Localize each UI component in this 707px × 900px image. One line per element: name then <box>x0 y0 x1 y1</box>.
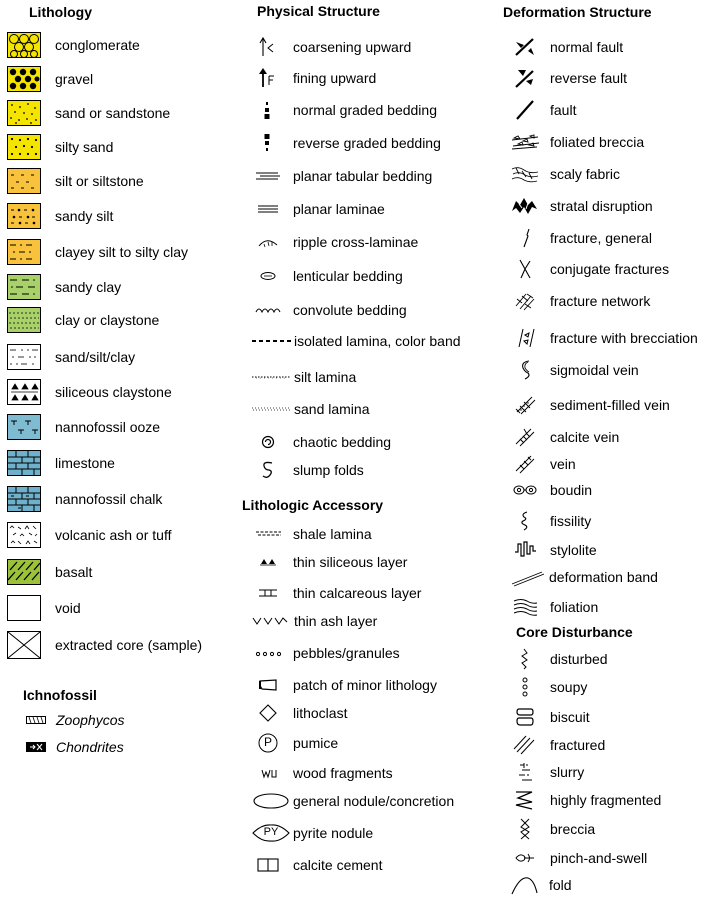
breccia-icon <box>512 818 538 840</box>
disturbance-item-soupy <box>512 673 587 701</box>
clay-swatch <box>7 307 41 333</box>
deformation-label: conjugate fractures <box>550 261 670 277</box>
fault-icon <box>512 99 538 121</box>
disturbance-label: soupy <box>550 679 588 695</box>
lithology-heading: Lithology <box>29 4 92 20</box>
pebbles-granules-icon <box>255 642 285 664</box>
lithology-label: sandy silt <box>55 208 114 224</box>
lithology-item-conglomerate <box>7 31 140 59</box>
disturbed-icon <box>512 648 538 670</box>
accessory-item-calcareous-layer <box>255 579 421 607</box>
pyrite-nodule-icon <box>252 822 290 844</box>
disturbance-item-biscuit <box>512 703 590 731</box>
physical-item-convolute <box>255 296 407 324</box>
ichnofossil-label: Chondrites <box>56 739 124 755</box>
deformation-label: stratal disruption <box>550 198 653 214</box>
physical-item-lenticular <box>255 262 403 290</box>
deformation-label: deformation band <box>549 569 658 585</box>
lithology-item-limestone <box>7 449 115 477</box>
deformation-item-sediment-filled-vein <box>512 391 670 419</box>
disturbance-item-highly-fragmented <box>512 786 661 814</box>
accessory-item-shale-lamina <box>255 520 372 548</box>
soupy-icon <box>512 676 538 698</box>
lenticular-bedding-icon <box>255 265 281 287</box>
lithology-item-extracted-core <box>7 631 202 659</box>
lithology-item-nannofossil-ooze <box>7 413 160 441</box>
deformation-item-fracture-brecciation <box>512 324 698 352</box>
physical-label: fining upward <box>293 70 377 86</box>
silty-sand-swatch <box>7 134 41 160</box>
boudin-icon <box>512 479 538 501</box>
physical-label: chaotic bedding <box>293 434 392 450</box>
pumice-icon <box>255 732 281 754</box>
lithology-label: clay or claystone <box>55 312 160 328</box>
physical-item-planar-tabular <box>255 162 432 190</box>
disturbance-label: fold <box>549 877 572 893</box>
thin-ash-layer-icon <box>252 610 288 632</box>
sand-lamina-icon <box>252 398 290 420</box>
chaotic-bedding-icon <box>255 431 281 453</box>
highly-fragmented-icon <box>512 789 538 811</box>
deformation-label: fault <box>550 102 577 118</box>
silt-lamina-icon <box>252 366 290 388</box>
convolute-bedding-icon <box>255 299 281 321</box>
accessory-item-ash-layer <box>252 607 377 635</box>
disturbance-item-disturbed <box>512 645 608 673</box>
fissility-icon <box>512 510 538 532</box>
physical-item-reverse-graded <box>255 129 441 157</box>
lithology-label: gravel <box>55 71 94 87</box>
deformation-item-reverse-fault <box>512 64 627 92</box>
disturbance-label: biscuit <box>550 709 590 725</box>
accessory-item-wood <box>255 759 393 787</box>
disturbance-item-breccia <box>512 815 595 843</box>
physical-item-isolated-lamina <box>252 327 461 355</box>
disturbance-item-pinch-and-swell <box>512 844 647 872</box>
sand-silt-clay-swatch <box>7 344 41 370</box>
accessory-label: wood fragments <box>293 765 393 781</box>
physical-item-silt-lamina <box>252 363 356 391</box>
physical-label: normal graded bedding <box>293 102 437 118</box>
accessory-label: shale lamina <box>293 526 372 542</box>
disturbance-item-fractured <box>512 731 605 759</box>
lithology-label: sand/silt/clay <box>55 349 136 365</box>
physical-item-chaotic <box>255 428 391 456</box>
deformation-label: normal fault <box>550 39 624 55</box>
lithology-item-sand <box>7 99 170 127</box>
deformation-label: sigmoidal vein <box>550 362 639 378</box>
deformation-structure-heading: Deformation Structure <box>503 4 652 20</box>
lithology-label: extracted core (sample) <box>55 637 203 653</box>
physical-label: reverse graded bedding <box>293 135 441 151</box>
pumice-glyph: P <box>263 735 272 749</box>
accessory-label: lithoclast <box>293 705 348 721</box>
disturbance-label: disturbed <box>550 651 608 667</box>
deformation-label: fracture with brecciation <box>550 330 698 346</box>
reverse-fault-icon <box>512 67 538 89</box>
conjugate-fractures-icon <box>512 258 538 280</box>
deformation-item-stylolite <box>512 536 597 564</box>
stylolite-icon <box>512 539 538 561</box>
physical-item-normal-graded <box>255 96 437 124</box>
lithology-item-clayey-silt <box>7 238 188 266</box>
deformation-band-icon <box>510 566 544 588</box>
ichnofossil-item-zoophycos <box>26 706 124 734</box>
physical-label: planar laminae <box>293 201 385 217</box>
accessory-label: calcite cement <box>293 857 383 873</box>
lithology-label: nannofossil chalk <box>55 491 163 507</box>
lithology-item-siliceous-claystone <box>7 378 172 406</box>
sandy-silt-swatch <box>7 203 41 229</box>
physical-label: isolated lamina, color band <box>294 333 461 349</box>
deformation-label: reverse fault <box>550 70 628 86</box>
disturbance-label: slurry <box>550 764 585 780</box>
pinch-and-swell-icon <box>512 847 538 869</box>
disturbance-label: pinch-and-swell <box>550 850 648 866</box>
nannofossil-ooze-swatch <box>7 414 41 440</box>
lithology-item-basalt <box>7 558 92 586</box>
lithology-item-silty-sand <box>7 133 113 161</box>
lithologic-accessory-heading: Lithologic Accessory <box>242 497 384 513</box>
planar-tabular-bedding-icon <box>255 165 281 187</box>
reverse-graded-bedding-icon <box>255 132 281 154</box>
deformation-item-fracture-general <box>512 224 652 252</box>
deformation-item-sigmoidal-vein <box>512 356 639 384</box>
wood-fragments-icon <box>255 762 281 784</box>
disturbance-item-fold <box>510 871 572 899</box>
fold-icon <box>510 874 540 896</box>
slurry-icon <box>512 761 538 783</box>
lithoclast-icon <box>255 702 281 724</box>
physical-label: silt lamina <box>294 369 357 385</box>
lithology-item-volcanic-ash <box>7 521 171 549</box>
lithology-label: void <box>55 600 81 616</box>
accessory-label: pebbles/granules <box>293 645 400 661</box>
lithology-label: silty sand <box>55 139 114 155</box>
accessory-label: thin ash layer <box>294 613 378 629</box>
disturbance-label: highly fragmented <box>550 792 662 808</box>
lithology-item-silt <box>7 167 144 195</box>
physical-item-ripple <box>255 228 418 256</box>
nodule-icon <box>252 790 290 812</box>
deformation-item-stratal-disruption <box>510 192 653 220</box>
normal-graded-bedding-icon <box>255 99 281 121</box>
physical-item-sand-lamina <box>252 395 370 423</box>
clayey-silt-swatch <box>7 239 41 265</box>
calcite-vein-icon <box>512 426 538 448</box>
accessory-label: thin calcareous layer <box>293 585 422 601</box>
ichnofossil-label: Zoophycos <box>56 712 125 728</box>
deformation-label: foliated breccia <box>550 134 645 150</box>
lithology-label: sandy clay <box>55 279 122 295</box>
accessory-item-nodule <box>252 787 454 815</box>
core-disturbance-heading: Core Disturbance <box>516 624 633 640</box>
sigmoidal-vein-icon <box>512 359 538 381</box>
lithology-label: volcanic ash or tuff <box>55 527 172 543</box>
deformation-item-normal-fault <box>512 33 623 61</box>
lithology-item-sandy-clay <box>7 273 121 301</box>
lithology-item-sand-silt-clay <box>7 343 135 371</box>
physical-item-fining-upward <box>255 64 376 92</box>
ripple-cross-laminae-icon <box>255 231 281 253</box>
lithology-label: basalt <box>55 564 93 580</box>
lithology-item-gravel <box>7 65 93 93</box>
physical-label: ripple cross-laminae <box>293 234 419 250</box>
deformation-label: boudin <box>550 482 593 498</box>
deformation-item-scaly-fabric <box>510 160 620 188</box>
accessory-item-pumice <box>255 729 338 757</box>
calcite-cement-icon <box>255 854 281 876</box>
conglomerate-swatch <box>7 32 41 58</box>
deformation-item-foliation <box>512 593 598 621</box>
deformation-item-vein <box>512 450 576 478</box>
fracture-brecciation-icon <box>512 327 538 349</box>
fracture-general-icon <box>512 227 538 249</box>
fracture-network-icon <box>512 290 538 312</box>
lithology-label: siliceous claystone <box>55 384 172 400</box>
basalt-swatch <box>7 559 41 585</box>
disturbance-item-slurry <box>512 758 584 786</box>
accessory-item-pebbles <box>255 639 400 667</box>
physical-item-planar-laminae <box>255 195 385 223</box>
foliated-breccia-icon <box>510 131 540 153</box>
sandy-clay-swatch <box>7 274 41 300</box>
deformation-item-fissility <box>512 507 591 535</box>
deformation-item-conjugate <box>512 255 669 283</box>
deformation-item-deformation-band <box>510 563 658 591</box>
thin-siliceous-layer-icon <box>255 551 281 573</box>
lithology-label: sand or sandstone <box>55 105 171 121</box>
pyrite-glyph: PY <box>263 826 279 838</box>
stratal-disruption-icon <box>510 195 540 217</box>
coarsening-upward-icon <box>255 36 281 58</box>
siliceous-claystone-swatch <box>7 379 41 405</box>
shale-lamina-icon <box>255 523 281 545</box>
deformation-item-foliated-breccia <box>510 128 644 156</box>
deformation-label: sediment-filled vein <box>550 397 670 413</box>
normal-fault-icon <box>512 36 538 58</box>
limestone-swatch <box>7 450 41 476</box>
deformation-label: vein <box>550 456 576 472</box>
zoophycos-icon <box>26 709 46 731</box>
volcanic-ash-swatch <box>7 522 41 548</box>
accessory-item-pyrite <box>252 819 373 847</box>
deformation-item-calcite-vein <box>512 423 619 451</box>
sand-swatch <box>7 100 41 126</box>
deformation-item-boudin <box>512 476 592 504</box>
accessory-item-patch <box>255 671 437 699</box>
thin-calcareous-layer-icon <box>255 582 281 604</box>
accessory-item-siliceous-layer <box>255 548 407 576</box>
physical-label: coarsening upward <box>293 39 412 55</box>
deformation-item-fault <box>512 96 576 124</box>
chondrites-icon <box>26 736 46 758</box>
lithology-label: nannofossil ooze <box>55 419 161 435</box>
lithology-label: clayey silt to silty clay <box>55 244 189 260</box>
accessory-item-calcite-cement <box>255 851 382 879</box>
extracted-core-swatch <box>7 631 41 659</box>
deformation-label: foliation <box>550 599 599 615</box>
fining-upward-icon <box>255 67 281 89</box>
deformation-label: calcite vein <box>550 429 620 445</box>
physical-label: slump folds <box>293 462 364 478</box>
physical-label: lenticular bedding <box>293 268 403 284</box>
physical-label: planar tabular bedding <box>293 168 433 184</box>
slump-folds-icon <box>255 459 281 481</box>
deformation-item-fracture-network <box>512 287 650 315</box>
accessory-label: general nodule/concretion <box>293 793 455 809</box>
isolated-lamina-icon <box>252 330 292 352</box>
physical-label: sand lamina <box>294 401 370 417</box>
lithology-label: limestone <box>55 455 115 471</box>
physical-item-coarsening-upward <box>255 33 411 61</box>
disturbance-label: breccia <box>550 821 596 837</box>
deformation-label: stylolite <box>550 542 597 558</box>
foliation-icon <box>512 596 538 618</box>
lithology-label: silt or siltstone <box>55 173 144 189</box>
fractured-icon <box>512 734 538 756</box>
deformation-label: fracture, general <box>550 230 652 246</box>
nannofossil-chalk-swatch <box>7 486 41 512</box>
accessory-label: pumice <box>293 735 339 751</box>
lithology-item-sandy-silt <box>7 202 113 230</box>
accessory-label: pyrite nodule <box>293 825 374 841</box>
deformation-label: scaly fabric <box>550 166 621 182</box>
accessory-label: patch of minor lithology <box>293 677 437 693</box>
vein-icon <box>512 453 538 475</box>
ichnofossil-heading: Ichnofossil <box>23 687 97 703</box>
scaly-fabric-icon <box>510 163 540 185</box>
deformation-label: fracture network <box>550 293 651 309</box>
deformation-label: fissility <box>550 513 592 529</box>
lithology-label: conglomerate <box>55 37 140 53</box>
physical-label: convolute bedding <box>293 302 407 318</box>
silt-swatch <box>7 168 41 194</box>
lithology-item-clay <box>7 306 159 334</box>
accessory-label: thin siliceous layer <box>293 554 408 570</box>
patch-minor-lithology-icon <box>255 674 281 696</box>
disturbance-label: fractured <box>550 737 606 753</box>
accessory-item-lithoclast <box>255 699 347 727</box>
biscuit-icon <box>512 706 538 728</box>
physical-structure-heading: Physical Structure <box>257 3 380 19</box>
ichnofossil-item-chondrites <box>26 733 124 761</box>
gravel-swatch <box>7 66 41 92</box>
physical-item-slump <box>255 456 364 484</box>
planar-laminae-icon <box>255 198 281 220</box>
lithology-item-void <box>7 594 81 622</box>
lithology-item-nannofossil-chalk <box>7 485 162 513</box>
sediment-filled-vein-icon <box>512 394 538 416</box>
void-swatch <box>7 595 41 621</box>
